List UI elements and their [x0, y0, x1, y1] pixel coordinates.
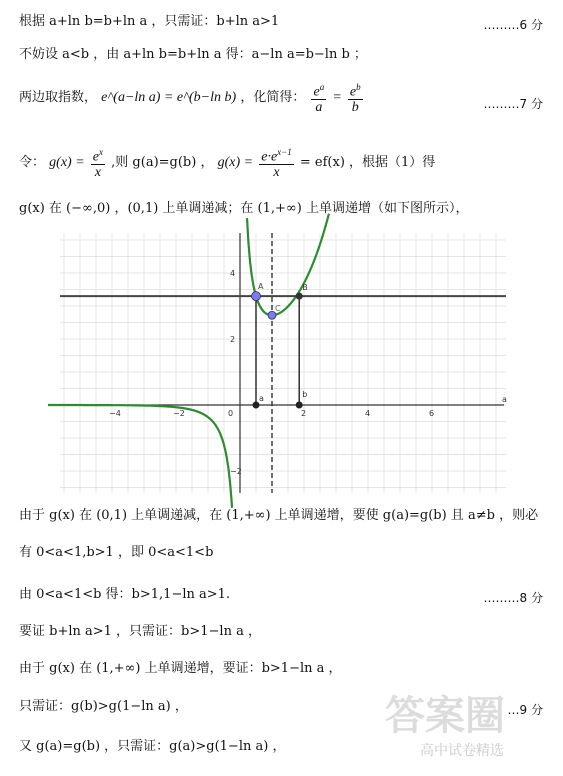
line-text: 两边取指数， — [19, 90, 98, 105]
fraction: $\frac{e^b}{b}$ — [349, 81, 361, 116]
line-text: 只需证：g(b)>g(1−ln a) ， — [19, 699, 188, 714]
fraction: $\frac{e^a}{a}$ — [313, 81, 325, 116]
label-a: a — [259, 394, 264, 403]
line-text: 不妨设 a<b ，由 a+ln b=b+ln a 得：a−ln a=b−ln b ； — [19, 47, 367, 62]
y-tick-label: −2 — [230, 467, 242, 476]
watermark-logo: 答案圈 — [385, 693, 505, 739]
line-text: = ef(x) ，根据（1）得 — [299, 155, 436, 170]
x-tick-label: 4 — [365, 409, 371, 418]
watermark-caption: 高中试卷精选 — [420, 743, 504, 759]
line-text: ,则 g(a)=g(b) ， — [111, 155, 214, 170]
proof-line — [19, 508, 538, 524]
line-text: 根据 a+ln b=b+ln a ，只需证：b+ln a>1 — [19, 14, 280, 29]
fraction: $\frac{e^x}{x}$ — [92, 146, 104, 181]
grid — [60, 233, 506, 493]
label-A: A — [258, 282, 264, 292]
curve — [48, 214, 329, 508]
line-text: g(x) 在 (−∞,0) ，(0,1) 上单调递减；在 (1,+∞) 上单调递增（如下图所示）， — [19, 201, 469, 216]
point-b — [296, 402, 303, 409]
label-C: C — [275, 304, 281, 314]
point-markers — [60, 282, 506, 408]
proof-line — [19, 624, 261, 640]
proof-line — [19, 545, 213, 561]
y-tick-label: 4 — [230, 269, 236, 278]
fraction: $\frac{e\cdot e^{x-1}}{x}$ — [261, 146, 292, 181]
curve-negative-branch — [48, 405, 232, 508]
line-text: ，化简得： — [240, 90, 306, 105]
score-marker: …9 分 — [507, 703, 543, 717]
x-tick-label: 2 — [301, 409, 307, 418]
point-A — [252, 292, 261, 301]
proof-line — [19, 14, 279, 30]
score-marker: ………7 分 — [483, 97, 543, 111]
line-text: 由于 g(x) 在 (1,+∞) 上单调递增，要证：b>1−ln a ， — [19, 661, 342, 676]
proof-line — [19, 699, 188, 715]
proof-line — [19, 739, 285, 755]
proof-line — [19, 201, 468, 217]
math-expression: e^(a−ln a) = e^(b−ln b) — [101, 90, 237, 105]
label-b: b — [302, 390, 308, 399]
x-tick-label: −2 — [173, 409, 185, 418]
x-tick-label: 0 — [228, 409, 234, 418]
point-B — [296, 293, 303, 300]
proof-line — [19, 587, 230, 603]
line-text: 由于 g(x) 在 (0,1) 上单调递减，在 (1,+∞) 上单调递增，要使 g(a)=g(b) 且 a≠b ，则必 — [19, 508, 539, 523]
score-marker: ………8 分 — [483, 591, 543, 605]
score-marker: ………6 分 — [483, 18, 543, 32]
proof-line — [19, 661, 342, 677]
x-axis-arrow-label: a — [502, 395, 507, 404]
math-expression: g(x) = — [49, 155, 85, 170]
math-expression: g(x) = — [217, 155, 254, 170]
x-tick-label: 6 — [429, 409, 435, 418]
line-text: 由 0<a<1<b 得：b>1,1−ln a>1. — [19, 587, 231, 602]
label-B: B — [302, 283, 308, 293]
line-text: 要证 b+ln a>1 ，只需证：b>1−ln a ， — [19, 624, 261, 639]
line-text: 又 g(a)=g(b) ，只需证：g(a)>g(1−ln a) ， — [19, 739, 286, 754]
proof-line — [19, 47, 367, 63]
y-tick-label: 2 — [230, 335, 236, 344]
function-graph — [60, 233, 506, 493]
line-text: 有 0<a<1,b>1 ，即 0<a<1<b — [19, 545, 214, 560]
proof-line: 两边取指数， e^(a−ln a) = e^(b−ln b) ，化简得： $\frac{e^a}{a}$ = $\frac{e^b}{b}$ — [19, 81, 361, 116]
proof-line — [19, 143, 435, 183]
x-tick-label: −4 — [109, 409, 121, 418]
line-text: 令： — [19, 155, 46, 170]
